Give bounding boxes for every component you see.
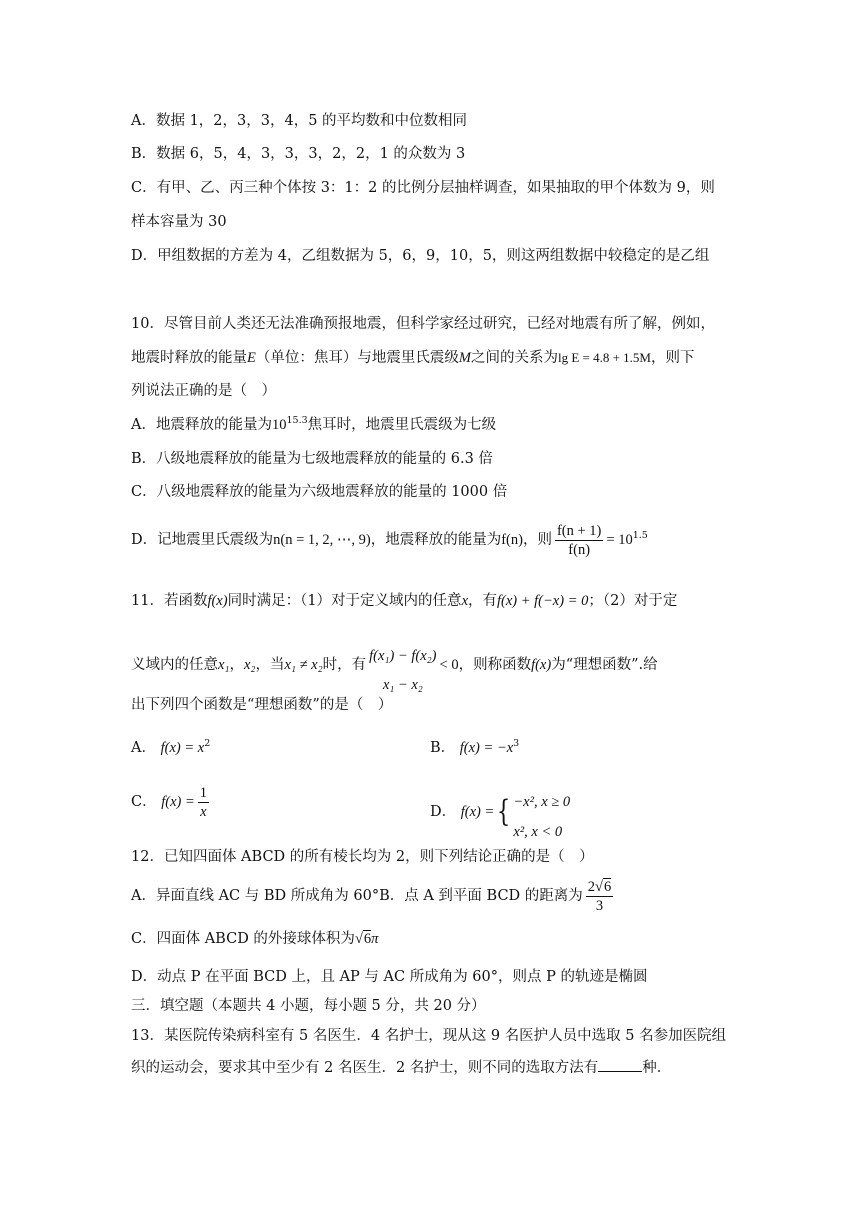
q10-stem-line2 [131, 347, 694, 369]
q10-a-text: 焦耳时，地震里氏震级为七级 [307, 417, 497, 433]
q11-x: x [461, 593, 468, 609]
q12-option-ab [131, 874, 616, 918]
q12-ab-coef: 2 [587, 878, 596, 895]
section-three-heading: 三．填空题（本题共 4 小题，每小题 5 分，共 20 分） [131, 998, 486, 1014]
q11-text: 时，有 [322, 657, 367, 673]
q9-option-a: A．数据 1，2，3，3，4，5 的平均数和中位数相同 [131, 113, 468, 129]
q10-option-c: C．八级地震释放的能量为六级地震释放的能量的 1000 倍 [131, 484, 508, 500]
q13-line2 [131, 1057, 671, 1079]
q10-d-fraction [555, 522, 603, 559]
q11-text: 同时满足：（1）对于定义域内的任意 [227, 593, 462, 609]
q10-d-text: ，地震释放的能量为 [370, 532, 502, 548]
q11-lt: < 0 [439, 657, 459, 673]
q10-d-eq: = 10 [606, 532, 633, 548]
q10-d-exponent: 1.5 [632, 530, 648, 542]
q11-c-lhs: f(x) = [161, 794, 195, 810]
q10-d-denominator: f(n) [568, 541, 591, 558]
q11-x2: x₂ [243, 657, 256, 673]
q10-stem-text: 地震时释放的能量 [131, 350, 247, 366]
q11-d-case1: −x², x ≥ 0 [513, 794, 571, 810]
q11-numerator: f(x₁) − f(x₂) [369, 648, 437, 664]
q11-stem-line2 [131, 636, 658, 694]
q11-text: 11．若函数 [131, 593, 208, 609]
q11-text: ，当 [255, 657, 285, 673]
q11-c-den: x [200, 803, 207, 820]
q13-line1: 13．某医院传染病科室有 5 名医生．4 名护士，现从这 9 名医护人员中选取 5 名参加医院组 [131, 1028, 727, 1044]
answer-blank[interactable] [598, 1057, 642, 1072]
q11-c-fraction [198, 784, 209, 821]
q12-ab-root: 6 [604, 878, 612, 895]
brace-icon: { [497, 794, 511, 829]
q11-a-expr: f(x) = x [160, 740, 205, 756]
q12-ab-text: A．异面直线 AC 与 BD 所成角为 60°B．点 A 到平面 BCD 的距离为 [131, 888, 583, 904]
q10-d-domain: n(n = 1, 2, ⋯, 9) [273, 532, 371, 548]
q10-option-d [131, 520, 648, 560]
q13-text: 织的运动会，要求其中至少有 2 名医生．2 名护士，则不同的选取方法有 [131, 1060, 599, 1076]
q10-stem-line3: 列说法正确的是（ ） [131, 383, 276, 399]
q11-x1: x₁ [218, 657, 230, 673]
q12-option-d: D．动点 P 在平面 BCD 上，且 AP 与 AC 所成角为 60°，则点 P 的轨迹是椭圆 [131, 969, 648, 985]
q11-stem-line3: 出下列四个函数是“理想函数”的是（ ） [131, 697, 393, 713]
q10-d-text: ，则 [522, 532, 552, 548]
q10-stem-text: （单位：焦耳）与地震里氏震级 [255, 350, 459, 366]
q10-a-text: A．地震释放的能量为 [131, 417, 272, 433]
q12-c-text: C．四面体 ABCD 的外接球体积为 [131, 931, 355, 947]
q11-d-cases [513, 782, 570, 842]
q12-ab-fraction [586, 878, 613, 915]
q10-var-m: M [458, 350, 471, 366]
q11-c-label: C． [131, 794, 157, 810]
q11-b-expr: f(x) = −x [459, 740, 514, 756]
q10-a-exponent: 15.3 [286, 415, 308, 427]
q11-text: ， [229, 657, 244, 673]
q11-option-d [430, 782, 570, 842]
q11-a-exp: 2 [204, 738, 211, 750]
q11-option-b [430, 737, 519, 759]
q12-ab-numerator: 2√6 [587, 878, 612, 895]
q12-option-c [131, 928, 378, 950]
q11-text: 为“理想函数”.给 [551, 657, 658, 673]
q11-option-a [131, 737, 210, 759]
q10-d-fn: f(n) [501, 532, 523, 548]
q11-fx-2: f(x) [531, 657, 552, 673]
q12-stem: 12．已知四面体 ABCD 的所有棱长均为 2，则下列结论正确的是（ ） [131, 849, 594, 865]
q9-option-c-line2: 样本容量为 30 [131, 214, 227, 230]
q11-fraction [369, 636, 436, 694]
q10-d-numerator: f(n + 1) [556, 522, 602, 539]
q11-text: ，有 [468, 593, 497, 609]
q11-d-label: D． [430, 804, 457, 820]
q11-d-lhs: f(x) = [460, 804, 495, 820]
q10-stem-line1: 10．尽管目前人类还无法准确预报地震，但科学家经过研究，已经对地震有所了解，例如， [131, 316, 715, 332]
q11-denominator: x₁ − x₂ [382, 677, 423, 693]
q11-d-case2: x², x < 0 [513, 824, 563, 840]
q11-option-c [131, 782, 212, 822]
q13-text: 种． [642, 1060, 672, 1076]
q11-odd-condition: f(x) + f(−x) = 0 [497, 593, 589, 609]
q11-c-num: 1 [199, 784, 207, 801]
q12-c-pi: π [371, 931, 379, 947]
q11-text: 义域内的任意 [131, 657, 218, 673]
q10-a-base: 10 [271, 417, 287, 433]
q12-ab-denominator: 3 [595, 897, 604, 914]
q10-option-b: B．八级地震释放的能量为七级地震释放的能量的 6.3 倍 [131, 451, 493, 467]
q10-var-e: E [247, 350, 256, 366]
q9-option-b: B．数据 6，5，4，3，3，3，2，2，1 的众数为 3 [131, 146, 466, 162]
q10-stem-text: 之间的关系为 [470, 350, 558, 366]
q12-c-root: 6 [363, 931, 372, 947]
q11-b-exp: 3 [513, 738, 520, 750]
q9-option-c-line1: C．有甲、乙、丙三种个体按 3：1：2 的比例分层抽样调查，如果抽取的甲个体数为 9，则 [131, 180, 715, 196]
q11-stem-line1 [131, 590, 677, 612]
q11-b-label: B． [430, 740, 456, 756]
q11-fx: f(x) [207, 593, 228, 609]
q10-d-text: D．记地震里氏震级为 [131, 532, 274, 548]
q10-stem-text: ，则下 [650, 350, 695, 366]
q10-option-a [131, 414, 496, 436]
q11-text: ；（2）对于定 [588, 593, 678, 609]
q10-formula: lg E = 4.8 + 1.5M [557, 350, 651, 365]
sqrt-icon: √ [354, 931, 363, 947]
q9-option-d: D．甲组数据的方差为 4，乙组数据为 5，6，9，10，5，则这两组数据中较稳定的是乙组 [131, 248, 710, 264]
q11-a-label: A． [131, 740, 156, 756]
q11-text: ，则称函数 [458, 657, 532, 673]
q11-neq: x₁ ≠ x₂ [284, 657, 323, 673]
